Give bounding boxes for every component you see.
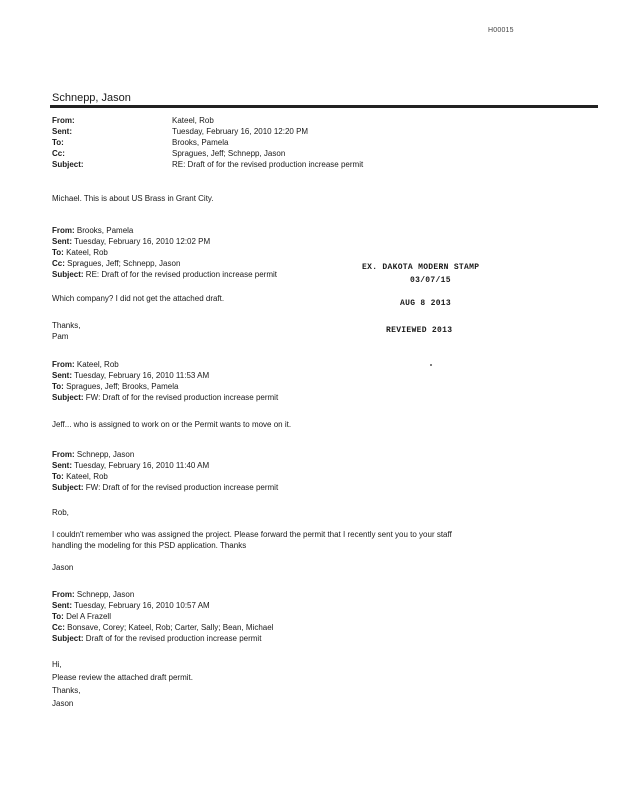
msg5-signoff: Thanks, <box>52 686 81 695</box>
msg5-to: To: Del A Frazell <box>52 612 111 621</box>
msg4-to: To: Kateel, Rob <box>52 472 108 481</box>
msg3-to: To: Spragues, Jeff; Brooks, Pamela <box>52 382 179 391</box>
msg3-from: From: Kateel, Rob <box>52 360 119 369</box>
stamp-line-3: AUG 8 2013 <box>400 299 452 308</box>
msg4-greeting: Rob, <box>52 508 69 517</box>
stamp-line-1: EX. DAKOTA MODERN STAMP <box>362 263 480 272</box>
msg3-subject: Subject: FW: Draft of for the revised production increase permit <box>52 393 279 402</box>
msg4-signature: Jason <box>52 563 74 572</box>
msg5-from: From: Schnepp, Jason <box>52 590 135 599</box>
header-value-sent: Tuesday, February 16, 2010 12:20 PM <box>172 127 309 136</box>
top-body: Michael. This is about US Brass in Grant City. <box>52 194 214 203</box>
msg3-sent: Sent: Tuesday, February 16, 2010 11:53 AM <box>52 371 210 380</box>
speck <box>430 364 432 366</box>
msg4-body-line-2: handling the modeling for this PSD application. Thanks <box>52 541 247 550</box>
msg2-subject: Subject: RE: Draft of for the revised production increase permit <box>52 270 277 279</box>
msg2-sent: Sent: Tuesday, February 16, 2010 12:02 PM <box>52 237 211 246</box>
msg5-signature: Jason <box>52 699 74 708</box>
header-value-cc: Spragues, Jeff; Schnepp, Jason <box>172 149 286 158</box>
msg4-subject: Subject: FW: Draft of for the revised production increase permit <box>52 483 279 492</box>
msg5-subject: Subject: Draft of for the revised production increase permit <box>52 634 262 643</box>
msg2-body: Which company? I did not get the attached draft. <box>52 294 225 303</box>
msg4-body-line-1: I couldn't remember who was assigned the project. Please forward the permit that I recently sent you to your staff <box>52 530 452 539</box>
stamp-line-2: 03/07/15 <box>410 276 451 285</box>
msg2-cc: Cc: Spragues, Jeff; Schnepp, Jason <box>52 259 181 268</box>
sender-name: Schnepp, Jason <box>52 92 131 104</box>
msg3-body: Jeff... who is assigned to work on or the Permit wants to move on it. <box>52 420 292 429</box>
header-label-to: To: <box>52 138 64 147</box>
msg4-from: From: Schnepp, Jason <box>52 450 135 459</box>
header-rule <box>50 105 598 108</box>
header-value-subject: RE: Draft of for the revised production increase permit <box>172 160 364 169</box>
header-label-subject: Subject: <box>52 160 84 169</box>
header-value-to: Brooks, Pamela <box>172 138 229 147</box>
header-value-from: Kateel, Rob <box>172 116 214 125</box>
msg5-body: Please review the attached draft permit. <box>52 673 193 682</box>
msg2-signoff: Thanks, <box>52 321 81 330</box>
header-label-from: From: <box>52 116 75 125</box>
msg5-greeting: Hi, <box>52 660 62 669</box>
msg2-to: To: Kateel, Rob <box>52 248 108 257</box>
stamp-line-4: REVIEWED 2013 <box>386 326 453 335</box>
msg5-cc: Cc: Bonsave, Corey; Kateel, Rob; Carter, Sally; Bean, Michael <box>52 623 274 632</box>
msg2-from: From: Brooks, Pamela <box>52 226 134 235</box>
msg5-sent: Sent: Tuesday, February 16, 2010 10:57 AM <box>52 601 210 610</box>
msg4-sent: Sent: Tuesday, February 16, 2010 11:40 AM <box>52 461 210 470</box>
page-id: H00015 <box>488 27 514 34</box>
msg2-signature: Pam <box>52 332 69 341</box>
header-label-sent: Sent: <box>52 127 72 136</box>
header-label-cc: Cc: <box>52 149 65 158</box>
